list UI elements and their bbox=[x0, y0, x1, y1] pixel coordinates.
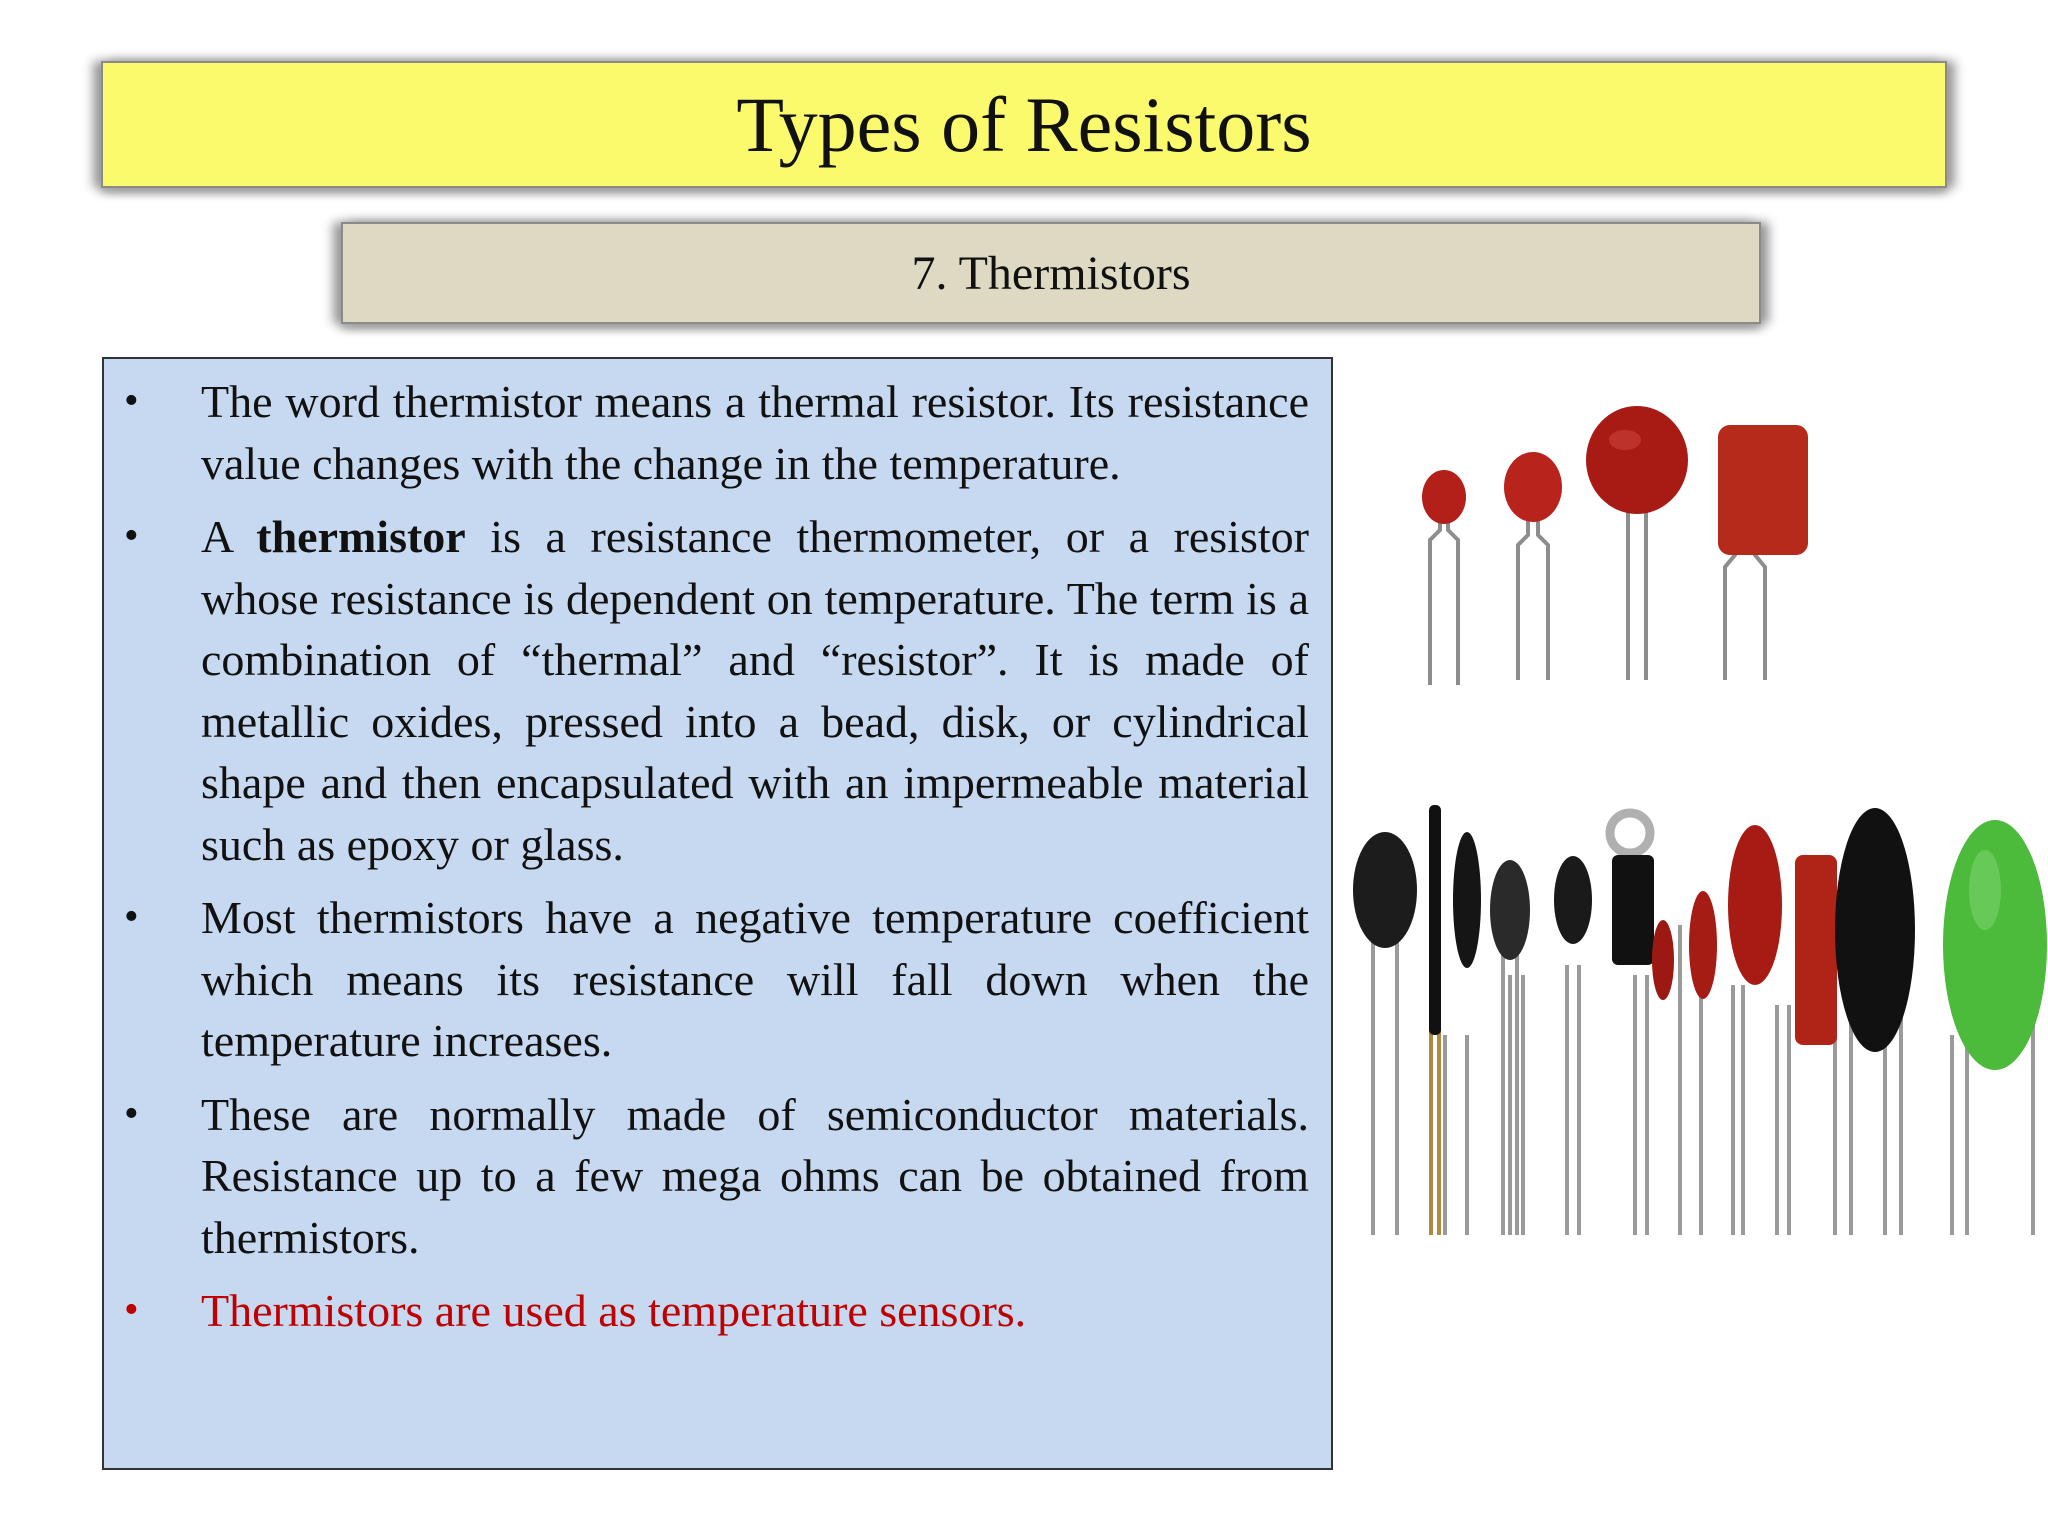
thermistor-body bbox=[1943, 820, 2047, 1070]
thermistor-photo-top bbox=[1400, 395, 1820, 695]
bullet-text: Most thermistors have a negative temperature coefficient which means its resistance will fall down when the temperature increases. bbox=[201, 892, 1309, 1066]
thermistor-body bbox=[1554, 856, 1592, 944]
thermistor-body bbox=[1795, 855, 1837, 1045]
thermistor-body bbox=[1504, 452, 1562, 522]
bullet-marker: • bbox=[124, 1090, 139, 1137]
thermistor-body bbox=[1652, 920, 1674, 1000]
bullet-text-start: A bbox=[201, 511, 257, 562]
bullet-text: These are normally made of semiconductor materials. Resistance up to a few mega ohms can be obtained from thermistors. bbox=[201, 1088, 1309, 1263]
bullet-item-highlight bbox=[104, 1280, 1309, 1342]
subtitle-banner bbox=[341, 222, 1761, 324]
thermistor-body bbox=[1718, 425, 1808, 555]
thermistor-body bbox=[1835, 808, 1915, 1052]
bullet-text: The word thermistor means a thermal resistor. Its resistance value changes with the change in the temperature. bbox=[201, 376, 1309, 489]
slide-subtitle: 7. Thermistors bbox=[911, 246, 1191, 300]
thermistor-body bbox=[1353, 832, 1417, 948]
bullet-text: Thermistors are used as temperature sensors. bbox=[201, 1285, 1027, 1336]
thermistor-body bbox=[1612, 855, 1654, 965]
bullet-marker: • bbox=[124, 1287, 139, 1333]
thermistor-body bbox=[1586, 406, 1688, 514]
bullet-text-bold: thermistor bbox=[256, 511, 466, 562]
thermistor-body bbox=[1689, 891, 1717, 999]
bullet-item bbox=[104, 506, 1309, 875]
bullet-marker: • bbox=[124, 513, 139, 559]
slide-title: Types of Resistors bbox=[736, 80, 1312, 168]
bullet-item bbox=[104, 371, 1309, 494]
thermistor-body bbox=[1490, 860, 1530, 960]
thermistor-body bbox=[1728, 825, 1782, 985]
thermistor-body bbox=[1429, 805, 1441, 1035]
bullet-text-rest: is a resistance thermometer, or a resistor whose resistance is dependent on temperature. The term is a combination of “thermal” and “resistor”. It is made of metallic oxides, pressed into a bead, disk, or cylindrical shape and then encapsulated with an impermeable material such as epoxy or glass. bbox=[201, 511, 1309, 870]
bullet-list bbox=[104, 371, 1309, 1342]
thermistor-photo-bottom bbox=[1345, 795, 2048, 1255]
thermistor-body bbox=[1422, 470, 1466, 524]
thermistor-body bbox=[1453, 832, 1481, 968]
content-box bbox=[102, 357, 1333, 1470]
bullet-marker: • bbox=[124, 894, 139, 940]
thermistor-ring bbox=[1610, 813, 1650, 853]
bullet-item bbox=[104, 887, 1309, 1072]
bullet-item bbox=[104, 1084, 1309, 1269]
title-banner bbox=[101, 61, 1947, 188]
bullet-marker: • bbox=[124, 378, 139, 424]
